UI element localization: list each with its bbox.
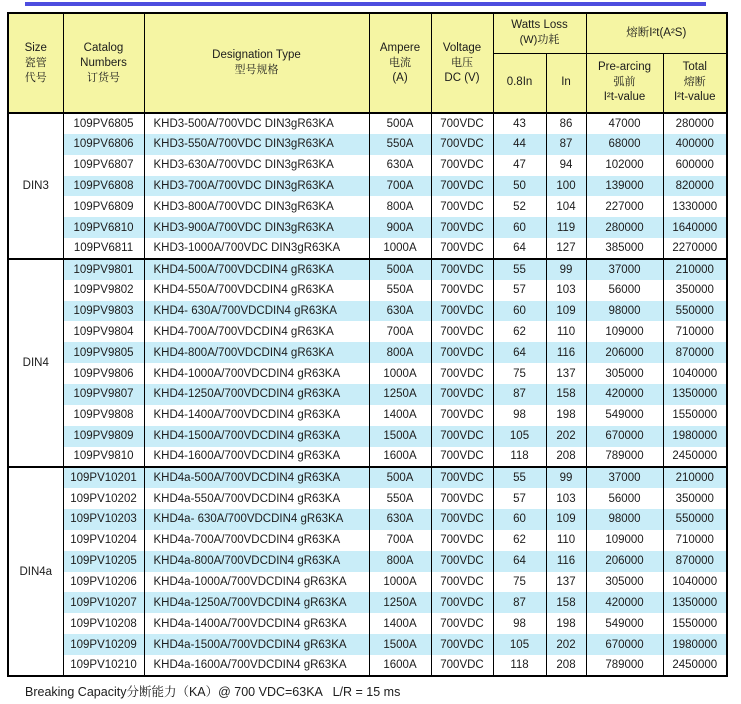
table-row [8,467,727,488]
designation-cell: KHD4-1500A/700VDCDIN4 gR63KA [144,426,369,447]
table-row [8,405,727,426]
watts-in-cell: 208 [546,655,586,676]
ampere-cell: 1000A [369,238,431,259]
prearcing-cell: 98000 [586,509,663,530]
header-prearcing-cjk: 弧前 [613,76,636,89]
prearcing-cell: 37000 [586,259,663,280]
watts-08in-cell: 98 [493,613,546,634]
header-designation-en: Designation Type [212,49,301,61]
catalog-cell: 109PV10203 [63,509,144,530]
total-i2t-cell: 1330000 [663,196,727,217]
voltage-cell: 700VDC [431,467,493,488]
catalog-cell: 109PV9808 [63,405,144,426]
prearcing-cell: 670000 [586,426,663,447]
catalog-cell: 109PV6805 [63,113,144,134]
voltage-cell: 700VDC [431,280,493,301]
catalog-cell: 109PV6807 [63,155,144,176]
total-i2t-cell: 400000 [663,134,727,155]
ampere-cell: 1000A [369,363,431,384]
ampere-cell: 900A [369,217,431,238]
designation-cell: KHD4-1600A/700VDCDIN4 gR63KA [144,447,369,468]
header-size-en: Size [24,41,47,54]
total-i2t-cell: 1980000 [663,426,727,447]
voltage-cell: 700VDC [431,113,493,134]
voltage-cell: 700VDC [431,259,493,280]
ampere-cell: 1000A [369,572,431,593]
prearcing-cell: 109000 [586,321,663,342]
prearcing-cell: 420000 [586,592,663,613]
table-row [8,447,727,468]
header-i2t-label: 熔断I²t(A²S) [626,26,687,39]
prearcing-cell: 98000 [586,301,663,322]
watts-in-cell: 110 [546,321,586,342]
ampere-cell: 1400A [369,613,431,634]
watts-08in-cell: 118 [493,447,546,468]
voltage-cell: 700VDC [431,238,493,259]
watts-08in-cell: 64 [493,238,546,259]
catalog-cell: 109PV9801 [63,259,144,280]
catalog-cell: 109PV9802 [63,280,144,301]
designation-cell: KHD4a-1500A/700VDCDIN4 gR63KA [144,634,369,655]
ampere-cell: 1250A [369,592,431,613]
header-total-en: Total [682,61,707,74]
header-watts-08in-label: 0.8In [506,76,533,89]
watts-08in-cell: 64 [493,551,546,572]
catalog-cell: 109PV10209 [63,634,144,655]
total-i2t-cell: 820000 [663,176,727,197]
header-prearcing [586,53,663,113]
watts-in-cell: 110 [546,530,586,551]
header-size [8,13,63,113]
watts-in-cell: 198 [546,405,586,426]
header-watts-08in [493,53,546,113]
voltage-cell: 700VDC [431,405,493,426]
designation-cell: KHD4a-700A/700VDCDIN4 gR63KA [144,530,369,551]
total-i2t-cell: 550000 [663,301,727,322]
header-ampere [369,13,431,113]
table-row [8,113,727,134]
header-watts-in-label: In [561,76,571,89]
ampere-cell: 1400A [369,405,431,426]
ampere-cell: 1600A [369,655,431,676]
designation-cell: KHD4-800A/700VDCDIN4 gR63KA [144,342,369,363]
ampere-cell: 550A [369,280,431,301]
ampere-cell: 550A [369,134,431,155]
catalog-cell: 109PV10205 [63,551,144,572]
catalog-cell: 109PV10207 [63,592,144,613]
total-i2t-cell: 2270000 [663,238,727,259]
designation-cell: KHD3-700A/700VDC DIN3gR63KA [144,176,369,197]
watts-in-cell: 109 [546,509,586,530]
total-i2t-cell: 210000 [663,467,727,488]
voltage-cell: 700VDC [431,134,493,155]
voltage-cell: 700VDC [431,301,493,322]
voltage-cell: 700VDC [431,426,493,447]
designation-cell: KHD4a-1600A/700VDCDIN4 gR63KA [144,655,369,676]
designation-cell: KHD4-1000A/700VDCDIN4 gR63KA [144,363,369,384]
prearcing-cell: 280000 [586,217,663,238]
ampere-cell: 630A [369,155,431,176]
header-total-cjk: 熔断 [683,76,706,89]
total-i2t-cell: 1040000 [663,572,727,593]
header-ampere-unit: (A) [392,71,408,84]
watts-08in-cell: 98 [493,405,546,426]
ampere-cell: 1600A [369,447,431,468]
table-header [8,13,727,113]
size-group-cell: DIN4a [8,467,63,675]
watts-in-cell: 103 [546,280,586,301]
header-watts-loss-cjk: (W)功耗 [519,34,560,47]
prearcing-cell: 139000 [586,176,663,197]
header-catalog [63,13,144,113]
header-prearcing-value: I²t-value [603,91,646,104]
voltage-cell: 700VDC [431,592,493,613]
catalog-cell: 109PV10202 [63,488,144,509]
total-i2t-cell: 1550000 [663,405,727,426]
total-i2t-cell: 870000 [663,551,727,572]
ampere-cell: 500A [369,113,431,134]
watts-08in-cell: 52 [493,196,546,217]
watts-08in-cell: 57 [493,488,546,509]
designation-cell: KHD3-550A/700VDC DIN3gR63KA [144,134,369,155]
catalog-cell: 109PV9803 [63,301,144,322]
watts-08in-cell: 50 [493,176,546,197]
watts-in-cell: 198 [546,613,586,634]
header-watts-in [546,53,586,113]
ampere-cell: 550A [369,488,431,509]
total-i2t-cell: 550000 [663,509,727,530]
watts-08in-cell: 55 [493,467,546,488]
table-row [8,384,727,405]
catalog-cell: 109PV10208 [63,613,144,634]
ampere-cell: 1500A [369,634,431,655]
watts-in-cell: 99 [546,467,586,488]
voltage-cell: 700VDC [431,613,493,634]
prearcing-cell: 56000 [586,280,663,301]
designation-cell: KHD3-1000A/700VDC DIN3gR63KA [144,238,369,259]
prearcing-cell: 56000 [586,488,663,509]
designation-cell: KHD3-900A/700VDC DIN3gR63KA [144,217,369,238]
table-row [8,259,727,280]
prearcing-cell: 102000 [586,155,663,176]
breaking-capacity-note: Breaking Capacity分断能力（KA）@ 700 VDC=63KA L/R = 15 ms [25,685,401,699]
table-row [8,613,727,634]
designation-cell: KHD4a-1000A/700VDCDIN4 gR63KA [144,572,369,593]
header-i2t [586,13,727,53]
watts-in-cell: 158 [546,592,586,613]
accent-bar [25,2,706,6]
catalog-cell: 109PV9807 [63,384,144,405]
designation-cell: KHD4a-800A/700VDCDIN4 gR63KA [144,551,369,572]
designation-cell: KHD4a-550A/700VDCDIN4 gR63KA [144,488,369,509]
table-row [8,155,727,176]
catalog-cell: 109PV9804 [63,321,144,342]
ampere-cell: 1500A [369,426,431,447]
total-i2t-cell: 710000 [663,530,727,551]
catalog-cell: 109PV10206 [63,572,144,593]
prearcing-cell: 385000 [586,238,663,259]
prearcing-cell: 670000 [586,634,663,655]
watts-08in-cell: 60 [493,301,546,322]
watts-08in-cell: 60 [493,217,546,238]
watts-08in-cell: 64 [493,342,546,363]
voltage-cell: 700VDC [431,155,493,176]
voltage-cell: 700VDC [431,530,493,551]
designation-cell: KHD3-630A/700VDC DIN3gR63KA [144,155,369,176]
total-i2t-cell: 210000 [663,259,727,280]
table-row [8,572,727,593]
voltage-cell: 700VDC [431,572,493,593]
prearcing-cell: 47000 [586,113,663,134]
ampere-cell: 700A [369,321,431,342]
total-i2t-cell: 600000 [663,155,727,176]
table-row [8,301,727,322]
voltage-cell: 700VDC [431,363,493,384]
size-group-cell: DIN3 [8,113,63,259]
ampere-cell: 800A [369,196,431,217]
header-voltage [431,13,493,113]
total-i2t-cell: 350000 [663,280,727,301]
header-catalog-line1: Catalog [83,41,124,54]
ampere-cell: 500A [369,467,431,488]
header-watts-loss-en: Watts Loss [511,19,568,32]
spec-table [7,12,728,677]
header-voltage-cjk: 电压 [451,56,473,69]
prearcing-cell: 305000 [586,363,663,384]
table-row [8,592,727,613]
size-group-cell: DIN4 [8,259,63,467]
prearcing-cell: 227000 [586,196,663,217]
designation-cell: KHD3-500A/700VDC DIN3gR63KA [144,113,369,134]
watts-08in-cell: 60 [493,509,546,530]
designation-cell: KHD4a-500A/700VDCDIN4 gR63KA [144,467,369,488]
watts-in-cell: 104 [546,196,586,217]
header-watts-loss [493,13,586,53]
table-row [8,238,727,259]
total-i2t-cell: 870000 [663,342,727,363]
catalog-cell: 109PV10204 [63,530,144,551]
header-catalog-line2: Numbers [80,56,127,69]
table-row [8,176,727,197]
watts-08in-cell: 75 [493,363,546,384]
watts-08in-cell: 105 [493,426,546,447]
header-voltage-en: Voltage [442,41,482,54]
voltage-cell: 700VDC [431,447,493,468]
table-row [8,426,727,447]
designation-cell: KHD4-1250A/700VDCDIN4 gR63KA [144,384,369,405]
watts-08in-cell: 118 [493,655,546,676]
total-i2t-cell: 1980000 [663,634,727,655]
ampere-cell: 500A [369,259,431,280]
prearcing-cell: 206000 [586,342,663,363]
watts-08in-cell: 55 [493,259,546,280]
total-i2t-cell: 2450000 [663,655,727,676]
prearcing-cell: 420000 [586,384,663,405]
catalog-cell: 109PV10210 [63,655,144,676]
prearcing-cell: 549000 [586,613,663,634]
voltage-cell: 700VDC [431,655,493,676]
table-row [8,655,727,676]
catalog-cell: 109PV9806 [63,363,144,384]
prearcing-cell: 549000 [586,405,663,426]
table-row [8,217,727,238]
prearcing-cell: 789000 [586,655,663,676]
table-row [8,551,727,572]
header-prearcing-en: Pre-arcing [597,61,652,74]
total-i2t-cell: 1350000 [663,592,727,613]
catalog-cell: 109PV6810 [63,217,144,238]
prearcing-cell: 37000 [586,467,663,488]
watts-in-cell: 109 [546,301,586,322]
voltage-cell: 700VDC [431,196,493,217]
watts-in-cell: 99 [546,259,586,280]
designation-cell: KHD4-700A/700VDCDIN4 gR63KA [144,321,369,342]
table-row [8,134,727,155]
watts-in-cell: 202 [546,634,586,655]
total-i2t-cell: 1350000 [663,384,727,405]
ampere-cell: 800A [369,551,431,572]
ampere-cell: 1250A [369,384,431,405]
total-i2t-cell: 1040000 [663,363,727,384]
watts-in-cell: 208 [546,447,586,468]
header-size-cjk1: 瓷管 [24,56,47,69]
header-catalog-cjk: 订货号 [87,71,120,84]
header-total-value: I²t-value [673,91,716,104]
voltage-cell: 700VDC [431,176,493,197]
watts-08in-cell: 75 [493,572,546,593]
watts-in-cell: 137 [546,572,586,593]
catalog-cell: 109PV6808 [63,176,144,197]
watts-in-cell: 119 [546,217,586,238]
watts-in-cell: 116 [546,342,586,363]
prearcing-cell: 305000 [586,572,663,593]
voltage-cell: 700VDC [431,384,493,405]
designation-cell: KHD4-1400A/700VDCDIN4 gR63KA [144,405,369,426]
table-row [8,342,727,363]
watts-in-cell: 87 [546,134,586,155]
table-row [8,488,727,509]
total-i2t-cell: 350000 [663,488,727,509]
catalog-cell: 109PV6806 [63,134,144,155]
designation-cell: KHD4- 630A/700VDCDIN4 gR63KA [144,301,369,322]
watts-in-cell: 202 [546,426,586,447]
watts-in-cell: 116 [546,551,586,572]
spec-table-body [8,113,727,676]
table-row [8,634,727,655]
voltage-cell: 700VDC [431,551,493,572]
table-row [8,509,727,530]
total-i2t-cell: 1640000 [663,217,727,238]
catalog-cell: 109PV9809 [63,426,144,447]
catalog-cell: 109PV10201 [63,467,144,488]
header-voltage-unit: DC (V) [444,71,480,84]
watts-in-cell: 127 [546,238,586,259]
prearcing-cell: 789000 [586,447,663,468]
ampere-cell: 630A [369,301,431,322]
voltage-cell: 700VDC [431,488,493,509]
total-i2t-cell: 710000 [663,321,727,342]
prearcing-cell: 206000 [586,551,663,572]
header-size-cjk2: 代号 [24,71,47,84]
ampere-cell: 700A [369,176,431,197]
watts-08in-cell: 57 [493,280,546,301]
catalog-cell: 109PV9810 [63,447,144,468]
designation-cell: KHD4a-1400A/700VDCDIN4 gR63KA [144,613,369,634]
table-row [8,363,727,384]
designation-cell: KHD4a-1250A/700VDCDIN4 gR63KA [144,592,369,613]
designation-cell: KHD4a- 630A/700VDCDIN4 gR63KA [144,509,369,530]
table-row [8,196,727,217]
ampere-cell: 700A [369,530,431,551]
prearcing-cell: 109000 [586,530,663,551]
watts-08in-cell: 43 [493,113,546,134]
header-ampere-cjk: 电流 [389,56,411,69]
total-i2t-cell: 1550000 [663,613,727,634]
watts-08in-cell: 87 [493,384,546,405]
voltage-cell: 700VDC [431,509,493,530]
catalog-cell: 109PV9805 [63,342,144,363]
prearcing-cell: 68000 [586,134,663,155]
header-ampere-en: Ampere [379,41,421,54]
total-i2t-cell: 280000 [663,113,727,134]
watts-in-cell: 103 [546,488,586,509]
watts-in-cell: 137 [546,363,586,384]
designation-cell: KHD3-800A/700VDC DIN3gR63KA [144,196,369,217]
watts-in-cell: 158 [546,384,586,405]
total-i2t-cell: 2450000 [663,447,727,468]
voltage-cell: 700VDC [431,321,493,342]
table-row [8,280,727,301]
header-designation [144,13,369,113]
header-total [663,53,727,113]
voltage-cell: 700VDC [431,217,493,238]
ampere-cell: 630A [369,509,431,530]
table-row [8,530,727,551]
watts-in-cell: 100 [546,176,586,197]
watts-08in-cell: 44 [493,134,546,155]
watts-08in-cell: 105 [493,634,546,655]
watts-in-cell: 86 [546,113,586,134]
watts-08in-cell: 47 [493,155,546,176]
voltage-cell: 700VDC [431,342,493,363]
catalog-cell: 109PV6809 [63,196,144,217]
spec-table-wrapper [7,12,728,677]
watts-08in-cell: 87 [493,592,546,613]
voltage-cell: 700VDC [431,634,493,655]
watts-08in-cell: 62 [493,321,546,342]
watts-in-cell: 94 [546,155,586,176]
ampere-cell: 800A [369,342,431,363]
catalog-cell: 109PV6811 [63,238,144,259]
table-row [8,321,727,342]
designation-cell: KHD4-550A/700VDCDIN4 gR63KA [144,280,369,301]
watts-08in-cell: 62 [493,530,546,551]
designation-cell: KHD4-500A/700VDCDIN4 gR63KA [144,259,369,280]
header-designation-cjk: 型号规格 [234,64,279,76]
